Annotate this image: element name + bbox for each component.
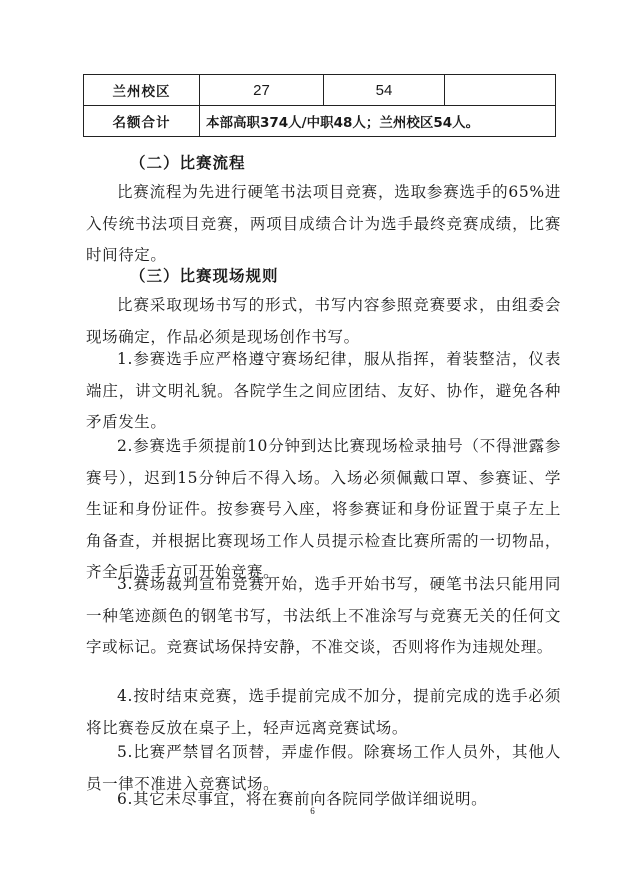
total-label-cell: 名额合计 xyxy=(84,106,200,137)
rule-item-4: 4.按时结束竞赛，选手提前完成不加分，提前完成的选手必须将比赛卷反放在桌子上，轻声远离竞赛试场。 xyxy=(86,687,561,737)
campus-name-cell: 兰州校区 xyxy=(84,75,200,106)
section-heading-process: （二）比赛流程 xyxy=(130,154,246,172)
rule-item-5: 5.比赛严禁冒名顶替，弄虚作假。除赛场工作人员外，其他人员一律不准进入竞赛试场。 xyxy=(86,743,561,793)
rule-item-1: 1.参赛选手应严格遵守赛场纪律，服从指挥，着装整洁，仪表端庄，讲文明礼貌。各院学生之间应团结、友好、协作，避免各种矛盾发生。 xyxy=(86,350,561,431)
total-summary-cell: 本部高职374人/中职48人；兰州校区54人。 xyxy=(200,106,556,137)
count-cell: 27 xyxy=(200,75,324,106)
paragraph-process: 比赛流程为先进行硬笔书法项目竞赛，选取参赛选手的65%进入传统书法项目竞赛，两项目成绩合计为选手最终竞赛成绩，比赛时间待定。 xyxy=(86,183,561,264)
rule-item-3: 3.赛场裁判宣布竞赛开始，选手开始书写，硬笔书法只能用同一种笔迹颜色的钢笔书写，书法纸上不准涂写与竞赛无关的任何文字或标记。竞赛试场保持安静，不准交谈，否则将作为违规处理。 xyxy=(86,575,561,656)
rule-item-6: 6.其它未尽事宜，将在赛前向各院同学做详细说明。 xyxy=(117,790,488,808)
quota-table xyxy=(83,74,556,137)
page-number: 6 xyxy=(310,806,315,816)
count-cell: 54 xyxy=(324,75,445,106)
section-heading-rules: （三）比赛现场规则 xyxy=(130,267,279,285)
table-row xyxy=(84,106,556,137)
table-row xyxy=(84,75,556,106)
rule-item-2: 2.参赛选手须提前10分钟到达比赛现场检录抽号（不得泄露参赛号），迟到15分钟后不得入场。入场必须佩戴口罩、参赛证、学生证和身份证件。按参赛号入座，将参赛证和身份证置于桌子左上角备查，并根据比赛现场工作人员提示检查比赛所需的一切物品，齐全后选手方可开始竞赛。 xyxy=(86,437,561,581)
paragraph-rules-intro: 比赛采取现场书写的形式，书写内容参照竞赛要求，由组委会现场确定，作品必须是现场创作书写。 xyxy=(86,296,561,346)
empty-cell xyxy=(445,75,556,106)
